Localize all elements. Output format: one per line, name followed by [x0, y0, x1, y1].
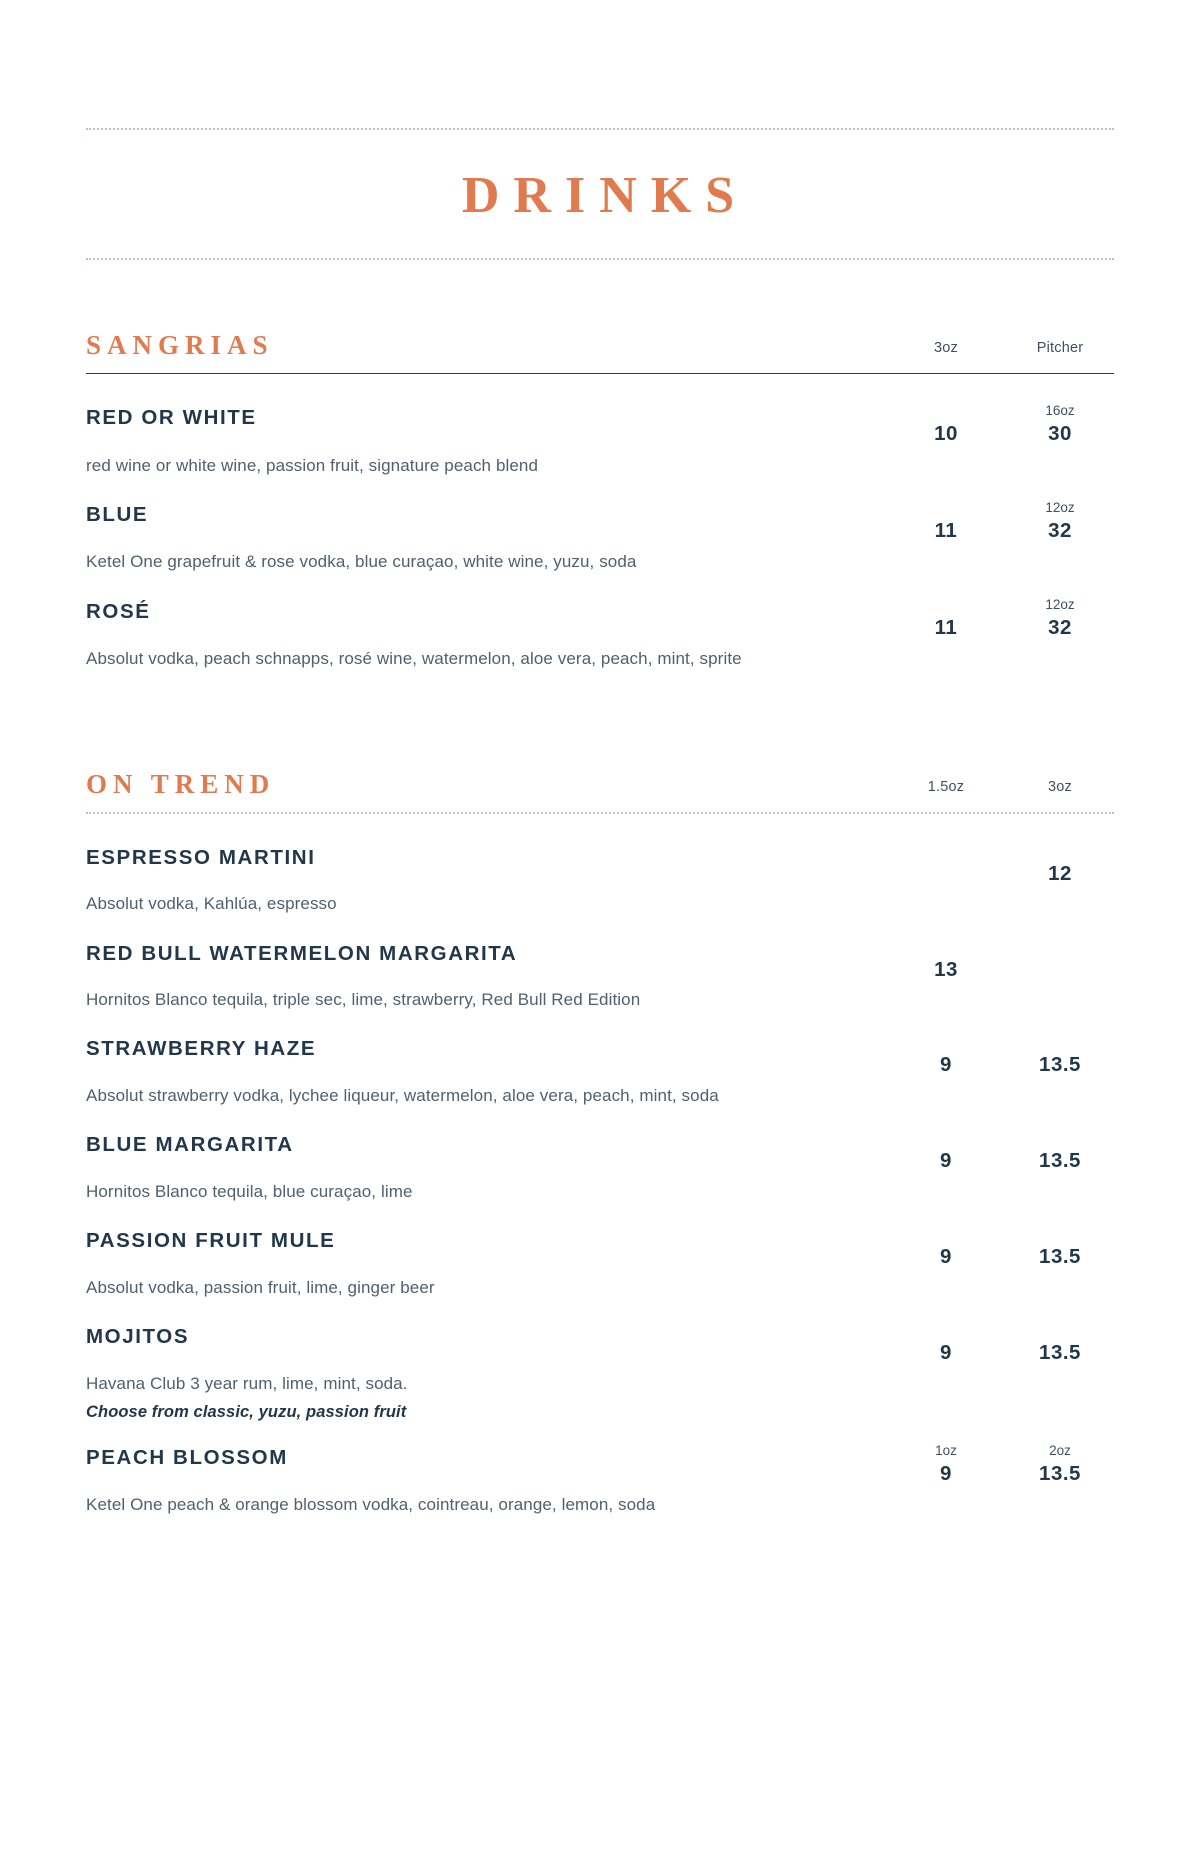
item-name: BLUE [86, 502, 149, 526]
item-size-1 [886, 844, 1006, 857]
item-description: Havana Club 3 year rum, lime, mint, soda. [86, 1373, 408, 1393]
item-price-1: 13 [934, 957, 958, 981]
item-description: red wine or white wine, passion fruit, signature peach blend [86, 455, 539, 475]
column-headers [886, 340, 1114, 359]
item-price-2: 13.5 [1039, 1462, 1081, 1486]
item-size-1: 1oz [935, 1443, 957, 1459]
item-name: ROSÉ [86, 599, 151, 623]
menu-item[interactable] [86, 832, 1114, 928]
item-size-1 [886, 1131, 1006, 1144]
item-size-2 [1006, 940, 1114, 953]
item-price-1: 9 [940, 1149, 952, 1173]
item-description: Absolut strawberry vodka, lychee liqueur, watermelon, aloe vera, peach, mint, soda [86, 1086, 719, 1105]
item-size-1 [886, 1035, 1006, 1048]
item-option-note: Choose from classic, yuzu, passion fruit [86, 1403, 407, 1422]
item-price-1: 9 [940, 1053, 952, 1077]
menu-item[interactable] [86, 489, 1114, 586]
menu-item[interactable] [86, 1023, 1114, 1119]
menu-item[interactable] [86, 1119, 1114, 1215]
menu-item[interactable] [86, 928, 1114, 1024]
item-prices [886, 1131, 1114, 1173]
column-headers [886, 779, 1114, 798]
item-price-1: 11 [934, 518, 958, 542]
item-prices [886, 1323, 1114, 1365]
section-header [86, 332, 1114, 373]
item-price-2: 30 [1048, 422, 1072, 445]
item-size-1 [886, 598, 1006, 611]
item-size-2 [1006, 1035, 1114, 1048]
item-prices [886, 501, 1114, 543]
item-prices [886, 404, 1114, 446]
item-size-2 [1006, 1323, 1114, 1336]
item-name: RED OR WHITE [86, 406, 257, 429]
menu-item[interactable] [86, 1432, 1114, 1528]
item-description: Ketel One grapefruit & rose vodka, blue curaçao, white wine, yuzu, soda [86, 552, 637, 572]
item-price-2: 32 [1048, 615, 1072, 639]
item-size-1 [886, 501, 1006, 514]
item-price-2: 13.5 [1039, 1245, 1081, 1269]
column-header-size-1: 1.5oz [927, 778, 965, 795]
section-on-trend [86, 768, 1114, 1528]
item-list-sangrias [86, 374, 1114, 683]
menu-item[interactable] [86, 586, 1114, 683]
section-title-sangrias: SANGRIAS [86, 330, 274, 360]
item-name: RED BULL WATERMELON MARGARITA [86, 941, 518, 965]
item-price-2: 12 [1048, 861, 1072, 885]
section-sangrias [86, 332, 1114, 683]
item-name: MOJITOS [86, 1325, 190, 1349]
item-size-1 [886, 940, 1006, 953]
item-price-1: 9 [940, 1341, 952, 1365]
item-name: STRAWBERRY HAZE [86, 1037, 317, 1061]
section-header [86, 768, 1114, 812]
item-size-2 [1006, 1227, 1114, 1240]
item-size-1 [886, 1227, 1006, 1240]
column-header-size-1: 3oz [934, 340, 958, 356]
item-prices [886, 1227, 1114, 1269]
item-prices [886, 940, 1114, 982]
item-size-1 [886, 1323, 1006, 1336]
item-size-2: 12oz [1045, 596, 1075, 612]
item-price-2: 13.5 [1039, 1149, 1081, 1173]
item-description: Ketel One peach & orange blossom vodka, cointreau, orange, lemon, soda [86, 1494, 656, 1514]
page-title: DRINKS [461, 167, 749, 224]
item-price-1: 9 [940, 1462, 952, 1486]
item-description: Absolut vodka, peach schnapps, rosé wine, watermelon, aloe vera, peach, mint, sprite [86, 649, 742, 669]
item-name: PASSION FRUIT MULE [86, 1229, 336, 1253]
item-list-on-trend [86, 814, 1114, 1528]
menu-item[interactable] [86, 1215, 1114, 1311]
item-description: Absolut vodka, Kahlúa, espresso [86, 894, 337, 914]
item-price-2: 13.5 [1039, 1053, 1081, 1077]
item-price-1: 9 [940, 1245, 952, 1269]
header-rule-bottom [86, 258, 1114, 260]
menu-item[interactable] [86, 1311, 1114, 1432]
item-name: PEACH BLOSSOM [86, 1446, 288, 1470]
item-size-1 [886, 404, 1006, 417]
item-size-2: 12oz [1045, 499, 1075, 515]
section-title-on-trend: ON TREND [86, 768, 276, 799]
item-description: Absolut vodka, passion fruit, lime, ginger beer [86, 1277, 435, 1297]
item-price-2: 32 [1048, 518, 1072, 542]
item-prices [886, 844, 1114, 886]
item-name: ESPRESSO MARTINI [86, 845, 316, 869]
column-header-size-2: Pitcher [1036, 340, 1084, 356]
item-price-1: 11 [934, 615, 958, 639]
item-size-2: 2oz [1049, 1443, 1071, 1459]
item-prices [886, 1035, 1114, 1077]
menu-item[interactable] [86, 392, 1114, 489]
column-header-size-2: 3oz [1048, 778, 1072, 795]
menu-header [86, 0, 1114, 260]
item-size-2 [1006, 844, 1114, 857]
item-prices [886, 598, 1114, 640]
item-description: Hornitos Blanco tequila, triple sec, lime, strawberry, Red Bull Red Edition [86, 990, 641, 1010]
item-description: Hornitos Blanco tequila, blue curaçao, lime [86, 1181, 413, 1201]
item-price-1: 10 [934, 422, 958, 445]
item-size-2: 16oz [1045, 403, 1075, 418]
item-price-2: 13.5 [1039, 1341, 1081, 1365]
item-size-2 [1006, 1131, 1114, 1144]
item-name: BLUE MARGARITA [86, 1133, 294, 1157]
item-prices [886, 1444, 1114, 1486]
